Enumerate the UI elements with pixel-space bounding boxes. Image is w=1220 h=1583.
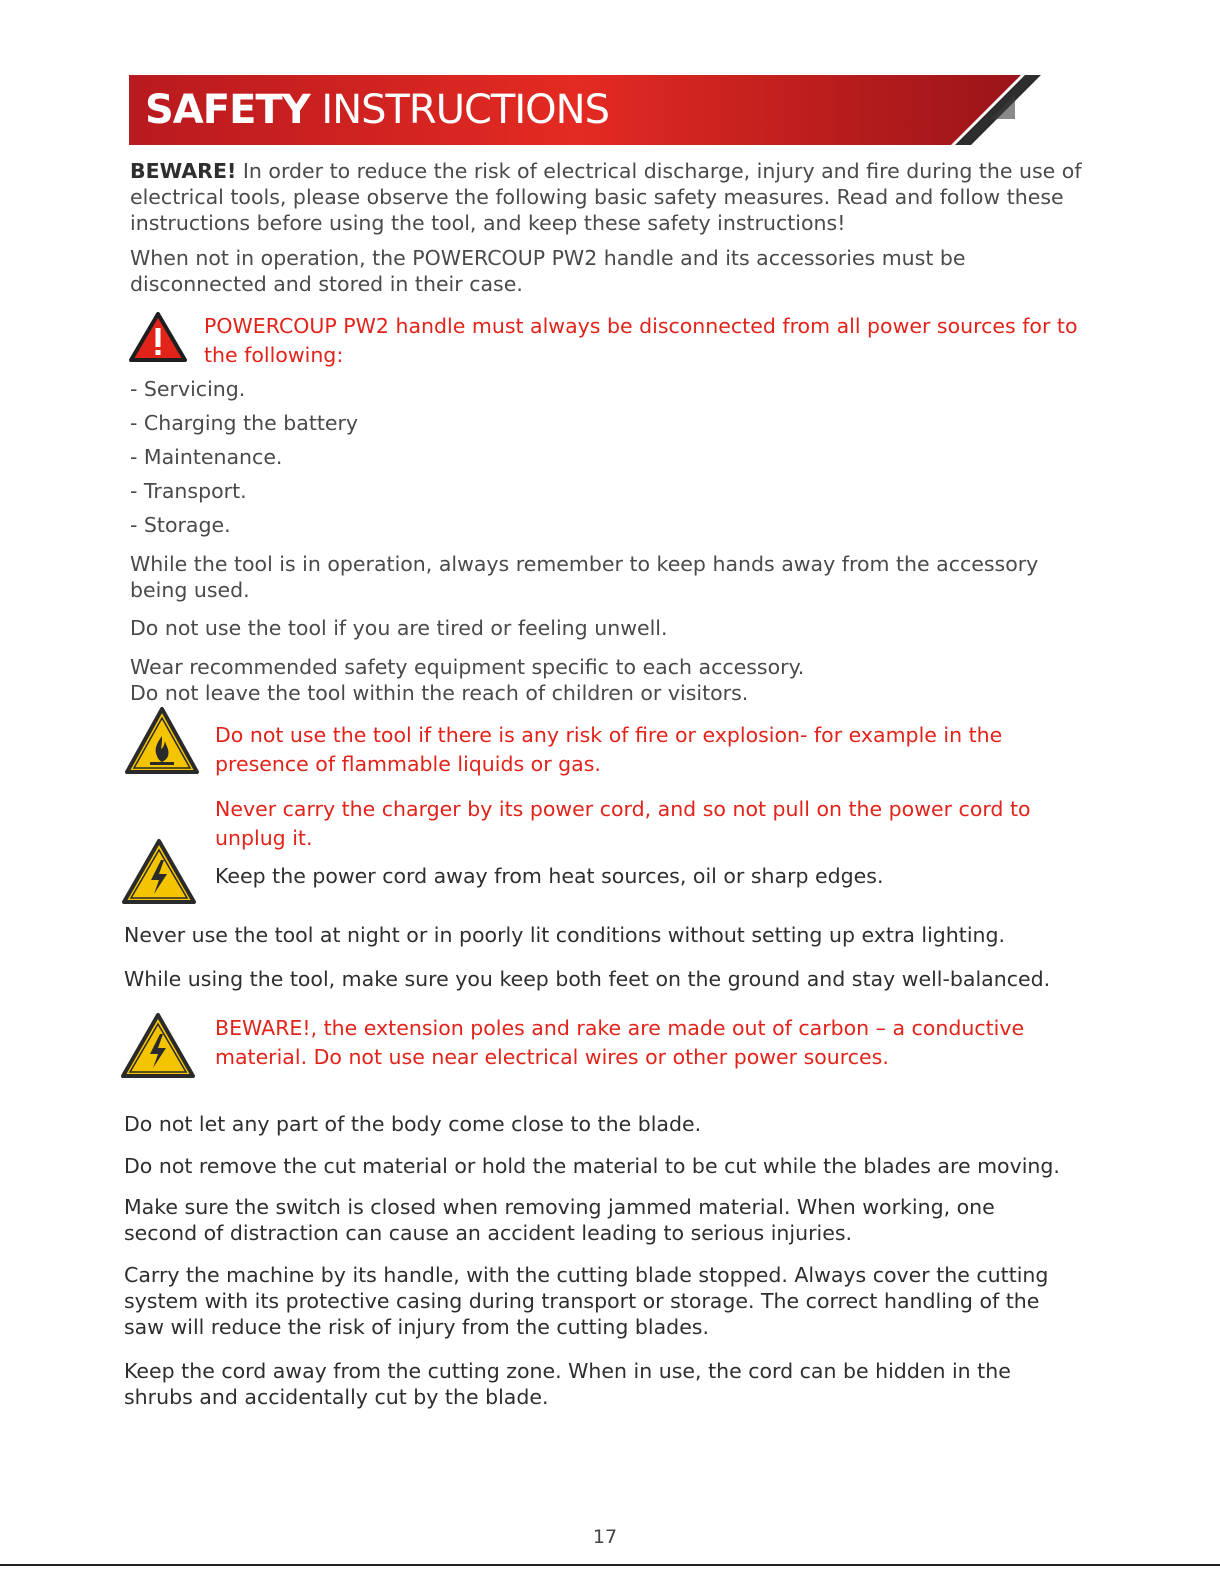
carbon-warning-line-2: material. Do not use near electrical wires or other power sources.: [215, 1045, 889, 1069]
disconnect-list: [130, 376, 358, 546]
switch-note: [124, 1194, 1124, 1246]
cord-warning-line-1: Never carry the charger by its power cord, and so not pull on the power cord to: [215, 797, 1031, 821]
carry-note: [124, 1262, 1124, 1340]
children-line: Do not leave the tool within the reach of children or visitors.: [130, 681, 749, 705]
hands-line-2: being used.: [130, 578, 250, 602]
intro-line-1: In order to reduce the risk of electrical discharge, injury and fire during the use of: [236, 159, 1082, 183]
electrical-hazard-icon: [120, 1012, 196, 1080]
cord-warning-line-2: unplug it.: [215, 826, 313, 850]
title-light: INSTRUCTIONS: [321, 87, 609, 133]
cord-zone-note: [124, 1358, 1124, 1410]
electrical-hazard-icon: [121, 838, 197, 906]
fire-warning-line-2: presence of flammable liquids or gas.: [215, 752, 601, 776]
hands-note: [130, 551, 1110, 603]
intro-paragraph: [130, 158, 1110, 236]
storage-line-2: disconnected and stored in their case.: [130, 272, 523, 296]
carbon-warning-line-1: BEWARE!, the extension poles and rake are made out of carbon – a conductive: [215, 1016, 1025, 1040]
title-bold: SAFETY: [145, 87, 310, 133]
flammable-warning-icon: [124, 706, 200, 776]
fire-warning: [215, 721, 1115, 779]
carry-line-3: saw will reduce the risk of injury from the cutting blades.: [124, 1315, 710, 1339]
switch-line-1: Make sure the switch is closed when removing jammed material. When working, one: [124, 1195, 995, 1219]
equipment-note: [130, 654, 1110, 706]
disconnect-warning-line-1: POWERCOUP PW2 handle must always be disconnected from all power sources for to: [204, 314, 1078, 338]
balance-note: While using the tool, make sure you keep both feet on the ground and stay well-balanced.: [124, 967, 1051, 991]
hands-line-1: While the tool is in operation, always remember to keep hands away from the accessory: [130, 552, 1039, 576]
body-note: Do not let any part of the body come close to the blade.: [124, 1112, 702, 1136]
footer-divider: [0, 1564, 1220, 1566]
disconnect-warning-line-2: the following:: [204, 343, 344, 367]
warning-exclamation-icon: [129, 312, 187, 362]
night-note: Never use the tool at night or in poorly lit conditions without setting up extra lighting.: [124, 923, 1006, 947]
remove-note: Do not remove the cut material or hold the material to be cut while the blades are moving.: [124, 1154, 1060, 1178]
page-title: [145, 85, 609, 135]
section-banner: [129, 75, 1041, 145]
storage-line-1: When not in operation, the POWERCOUP PW2 handle and its accessories must be: [130, 246, 966, 270]
list-item: - Maintenance.: [130, 445, 283, 469]
page-number: 17: [592, 1526, 618, 1548]
fire-warning-line-1: Do not use the tool if there is any risk of fire or explosion- for example in the: [215, 723, 1003, 747]
tired-note: Do not use the tool if you are tired or feeling unwell.: [130, 616, 668, 640]
disconnect-warning: [204, 312, 1104, 370]
list-item: - Servicing.: [130, 377, 246, 401]
carry-line-1: Carry the machine by its handle, with the cutting blade stopped. Always cover the cutting: [124, 1263, 1049, 1287]
storage-note: [130, 245, 1110, 297]
cord-zone-line-1: Keep the cord away from the cutting zone. When in use, the cord can be hidden in the: [124, 1359, 1011, 1383]
list-item: - Transport.: [130, 479, 247, 503]
intro-line-2: electrical tools, please observe the following basic safety measures. Read and follow these: [130, 185, 1064, 209]
list-item: - Charging the battery: [130, 411, 359, 435]
beware-label: BEWARE!: [130, 159, 237, 183]
intro-line-3: instructions before using the tool, and keep these safety instructions!: [130, 211, 846, 235]
equipment-line: Wear recommended safety equipment specific to each accessory.: [130, 655, 805, 679]
carry-line-2: system with its protective casing during transport or storage. The correct handling of the: [124, 1289, 1040, 1313]
list-item: - Storage.: [130, 513, 231, 537]
cord-zone-line-2: shrubs and accidentally cut by the blade.: [124, 1385, 549, 1409]
carbon-warning: [215, 1014, 1115, 1072]
cord-warning: [215, 795, 1115, 853]
cord-heat-note: Keep the power cord away from heat sources, oil or sharp edges.: [215, 864, 884, 888]
switch-line-2: second of distraction can cause an accident leading to serious injuries.: [124, 1221, 853, 1245]
